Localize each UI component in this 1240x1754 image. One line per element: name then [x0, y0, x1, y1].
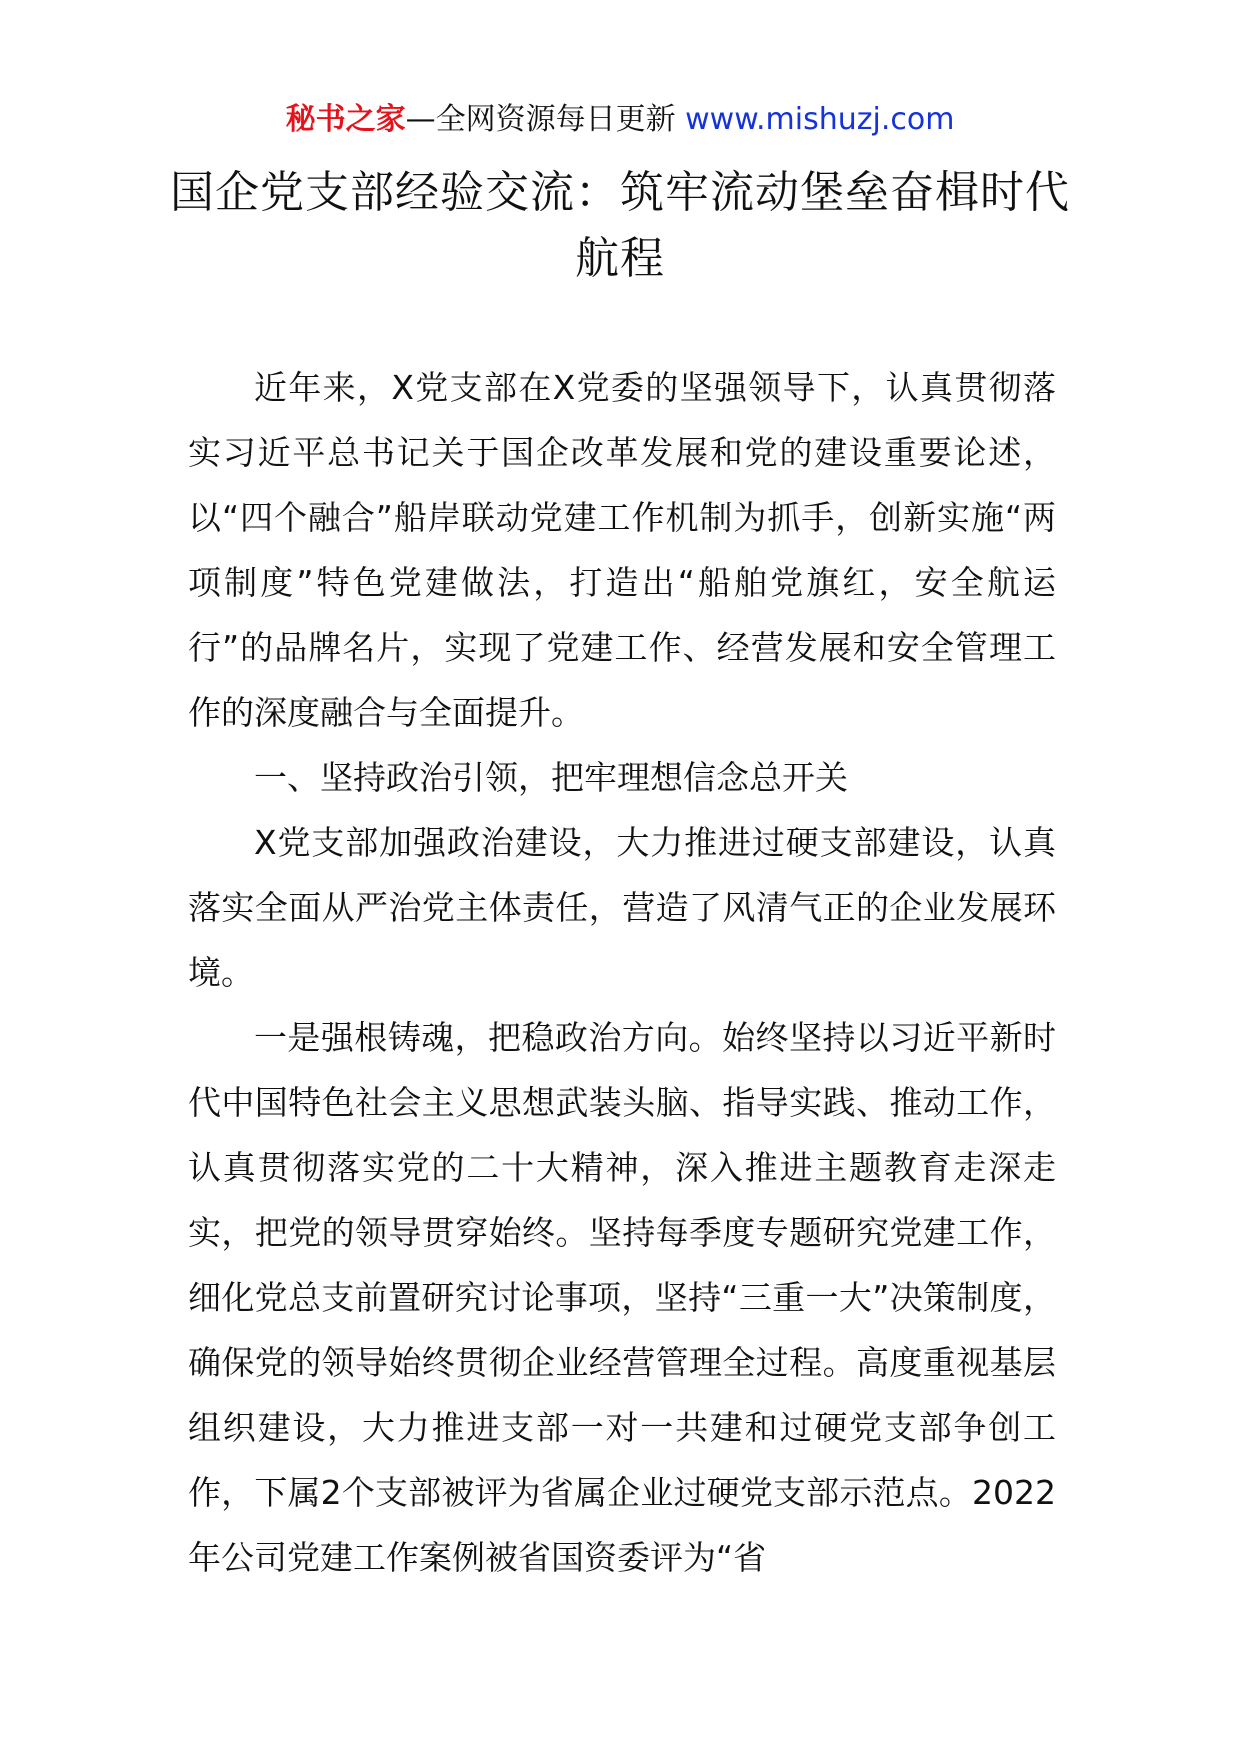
paragraph-point-1: 一是强根铸魂，把稳政治方向。始终坚持以习近平新时代中国特色社会主义思想武装头脑、指导实践、推动工作，认真贯彻落实党的二十大精神，深入推进主题教育走深走实，把党的领导贯穿始终。坚持每季度专题研究党建工作，细化党总支前置研究讨论事项，坚持“三重一大”决策制度，确保党的领导始终贯彻企业经营管理全过程。高度重视基层组织建设，大力推进支部一对一共建和过硬党支部争创工作，下属2个支部被评为省属企业过硬党支部示范点。2022年公司党建工作案例被省国资委评为“省 — [188, 1018, 1056, 1577]
page-header — [0, 98, 1240, 142]
section-heading-1: 一、坚持政治引领，把牢理想信念总开关 — [254, 758, 848, 797]
header-slogan: —全网资源每日更新 — [405, 102, 686, 137]
document-title: 国企党支部经验交流：筑牢流动堡垒奋楫时代航程 — [170, 167, 1070, 284]
website-link[interactable]: www.mishuzj.com — [685, 102, 955, 137]
brand-name: 秘书之家 — [285, 102, 406, 137]
paragraph-intro: 近年来，X党支部在X党委的坚强领导下，认真贯彻落实习近平总书记关于国企改革发展和党的建设重要论述，以“四个融合”船岸联动党建工作机制为抓手，创新实施“两项制度”特色党建做法，打造出“船舶党旗红，安全航运行”的品牌名片，实现了党建工作、经营发展和安全管理工作的深度融合与全面提升。 — [188, 368, 1056, 732]
paragraph-section-1-summary: X党支部加强政治建设，大力推进过硬支部建设，认真落实全面从严治党主体责任，营造了风清气正的企业发展环境。 — [188, 823, 1056, 992]
document-body — [188, 355, 1056, 1590]
